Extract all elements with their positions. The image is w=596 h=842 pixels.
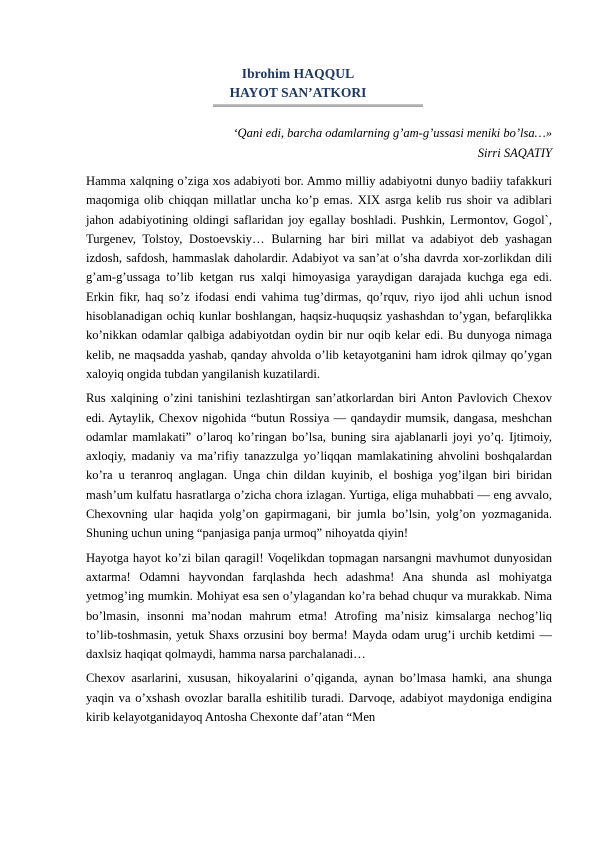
- epigraph-quote: ‘Qani edi, barcha odamlarning g’am-g’ussasi meniki bo’lsa…»: [233, 126, 552, 140]
- paragraph-3: Hayotga hayot ko’zi bilan qaragil! Voqelikdan topmagan narsangni mavhumot dunyosidan axtarma! Odamni hayvondan farqlashda hech adashma! Ana shunda asl mohiyatga yetmog’ing mumkin. Mohiyat esa sen o’ylagandan ko’ra behad chuqur va murakkab. Nima bo’lmasin, insonni ma’nodan mahrum etma! Atrofing ma’nisiz kimsalarga nechog’liq to’lib-toshmasin, yetuk Shaxs orzusini boy berma! Mayda odam urug’i urchib ketdimi — daxlsiz haqiqat qolmaydi, hamma narsa parchalanadi…: [86, 550, 552, 662]
- paragraph-1: Hamma xalqning o’ziga xos adabiyoti bor. Ammo milliy adabiyotni dunyo badiiy tafakkuri maqomiga olib chiqqan millatlar uncha ko’p emas. XIX asrga kelib rus shoir va adiblari jahon adabiyotining oldingi saflaridan joy egallay boshladi. Pushkin, Lermontov, Gogol`, Turgenev, Tolstoy, Dostoevskiy… Bularning har biri millat va adabiyot deb yashagan izdosh, safdosh, hammaslak daholardir. Adabiyot va san’at o’sha davrda xor-zorlikdan dili g’am-g’ussaga to’lib ketgan rus xalqi himoyasiga yaraydigan darajada kuchga ega edi. Erkin fikr, haq so’z ifodasi endi vahima tug’dirmas, qo’rquv, riyo ijod ahli uchun isnod hisoblanadigan ochiq kunlar boshlangan, haqsiz-huquqsiz yashashdan to’ygan, befarqlikka ko’nikkan odamlar qalbiga adabiyotdan oydin bir nur oqib kelar edi. Bu dunyoga nimaga kelib, ne maqsadda yashab, qanday ahvolda o’lib ketayotganini ham idrok qilmay qo’ygan xaloyiq ongida tubdan yangilanish kuzatilardi.: [86, 174, 552, 381]
- author-name: Ibrohim HAQQUL: [241, 66, 355, 81]
- article-body: [86, 172, 552, 732]
- article-title: HAYOT SAN’ATKORI: [229, 85, 367, 100]
- paragraph-2: Rus xalqining o’zini tanishini tezlashtirgan san’atkorlardan biri Anton Pavlovich Chexov edi. Aytaylik, Chexov nigohida “butun Rossiya — qandaydir mumsik, dangasa, meshchan odamlar mamlakati” o’laroq ko’ringan bo’lsa, buning sira ajablanarli joyi yo’q. Ijtimoiy, axloqiy, madaniy va ma’rifiy tanazzulga yo’liqqan mamlakatining ahvolini boshqalardan ko’ra u teranroq anglagan. Unga chin dildan kuyinib, el boshiga yog’ilgan biri biridan mash’um kulfatu hasratlarga o’zicha chora izlagan. Yurtiga, eliga muhabbati — eng avvalo, Chexovning ular haqida yolg’on gapirmagani, bir jumla bo’lsin, yolg’on yozmaganida. Shuning uchun uning “panjasiga panja urmoq” nihoyatda qiyin!: [86, 391, 552, 541]
- epigraph-author: Sirri SAQATIY: [477, 146, 552, 160]
- title-underline: [213, 104, 423, 107]
- paragraph-4: Chexov asarlarini, xususan, hikoyalarini o’qiganda, aynan bo’lmasa hamki, ana shunga yaqin va o’xshash ovozlar baralla eshitilib turadi. Darvoqe, adabiyot maydoniga endigina kirib kelayotganidayoq Antosha Chexonte daf’atan “Men: [86, 671, 552, 725]
